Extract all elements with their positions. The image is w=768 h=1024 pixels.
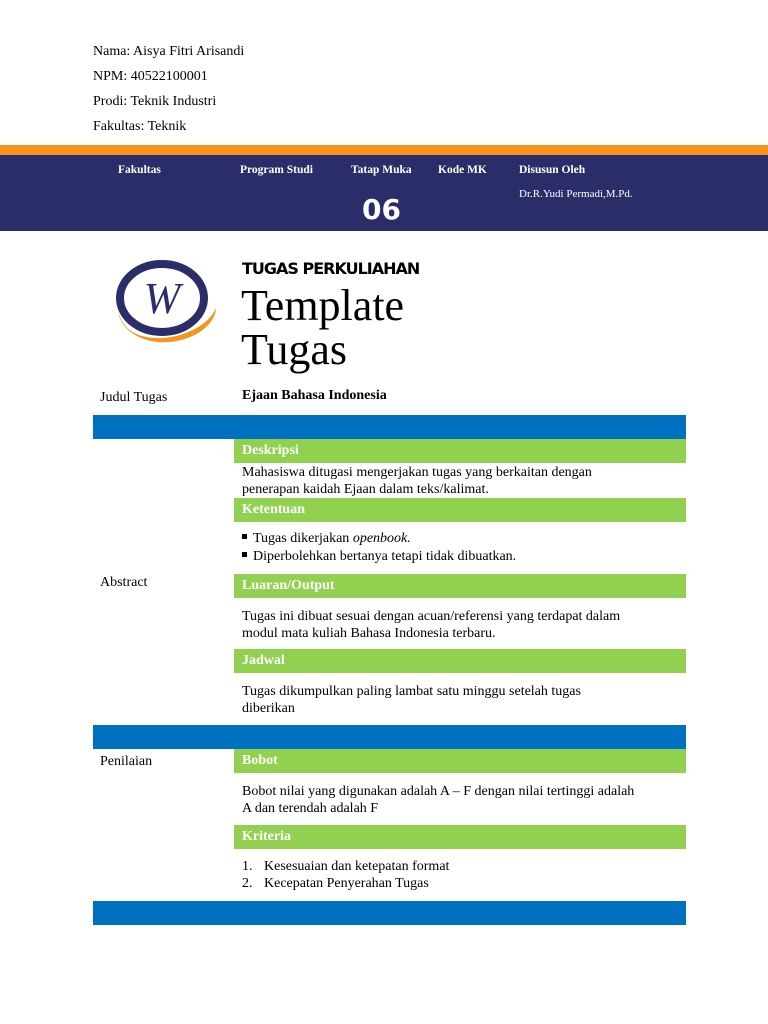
luaran-text — [242, 608, 682, 642]
deskripsi-header: Deskripsi — [234, 439, 686, 463]
section-divider — [93, 901, 686, 925]
w-logo-icon — [112, 258, 218, 350]
jadwal-line-1: Tugas dikumpulkan paling lambat satu minggu setelah tugas — [242, 684, 581, 699]
kriteria-item — [242, 859, 449, 875]
kriteria-item-number: 2. — [242, 876, 253, 891]
ketentuan-item-1-text: Tugas dikerjakan — [253, 531, 353, 546]
bullet-icon — [242, 534, 247, 539]
penilaian-label: Penilaian — [100, 754, 153, 769]
kriteria-item-text: Kecepatan Penyerahan Tugas — [264, 876, 429, 891]
deskripsi-line-2: penerapan kaidah Ejaan dalam teks/kalimat. — [242, 482, 489, 497]
deskripsi-line-1: Mahasiswa ditugasi mengerjakan tugas yang berkaitan dengan — [242, 465, 592, 480]
disusun-oleh-value: Dr.R.Yudi Permadi,M.Pd. — [519, 188, 633, 200]
section-divider — [93, 415, 686, 439]
ketentuan-item-1-italic: openbook. — [352, 531, 411, 546]
student-npm: NPM: 40522100001 — [93, 69, 208, 84]
title-line-1: Template — [241, 281, 405, 330]
abstract-label: Abstract — [100, 575, 148, 590]
kriteria-header: Kriteria — [234, 825, 686, 849]
judul-value: Ejaan Bahasa Indonesia — [242, 388, 387, 403]
kriteria-item — [242, 876, 429, 892]
orange-stripe — [0, 145, 768, 155]
student-prodi: Prodi: Teknik Industri — [93, 94, 217, 109]
jadwal-header: Jadwal — [234, 649, 686, 673]
ketentuan-header: Ketentuan — [234, 498, 686, 522]
jadwal-text — [242, 683, 682, 717]
bobot-header: Bobot — [234, 749, 686, 773]
tugas-perkuliahan-heading: TUGAS PERKULIAHAN — [242, 259, 420, 278]
student-fakultas: Fakultas: Teknik — [93, 119, 187, 134]
ketentuan-item-1 — [242, 531, 411, 547]
student-name: Nama: Aisya Fitri Arisandi — [93, 44, 245, 59]
luaran-line-1: Tugas ini dibuat sesuai dengan acuan/referensi yang terdapat dalam — [242, 609, 621, 624]
header-disusun-label: Disusun Oleh — [519, 164, 586, 176]
bullet-icon — [242, 552, 247, 557]
bobot-text — [242, 783, 682, 817]
svg-text:W: W — [143, 274, 181, 323]
ketentuan-item-2-text: Diperbolehkan bertanya tetapi tidak dibuatkan. — [253, 549, 517, 564]
kriteria-item-text: Kesesuaian dan ketepatan format — [264, 859, 450, 874]
judul-label: Judul Tugas — [100, 390, 168, 405]
ketentuan-item-2 — [242, 549, 516, 565]
luaran-line-2: modul mata kuliah Bahasa Indonesia terbaru. — [242, 626, 496, 641]
header-kode-label: Kode MK — [438, 164, 487, 176]
bobot-line-2: A dan terendah adalah F — [242, 801, 379, 816]
luaran-header: Luaran/Output — [234, 574, 686, 598]
page-title — [241, 281, 405, 374]
header-tatap-label: Tatap Muka — [351, 164, 412, 176]
header-fakultas-label: Fakultas — [118, 164, 161, 176]
kriteria-item-number: 1. — [242, 859, 253, 874]
header-prodi-label: Program Studi — [240, 164, 313, 176]
bobot-line-1: Bobot nilai yang digunakan adalah A – F dengan nilai tertinggi adalah — [242, 784, 635, 799]
jadwal-line-2: diberikan — [242, 701, 295, 716]
section-divider — [93, 725, 686, 749]
deskripsi-text — [242, 464, 682, 498]
title-line-2: Tugas — [241, 325, 347, 374]
tatap-muka-number: 06 — [362, 193, 401, 226]
